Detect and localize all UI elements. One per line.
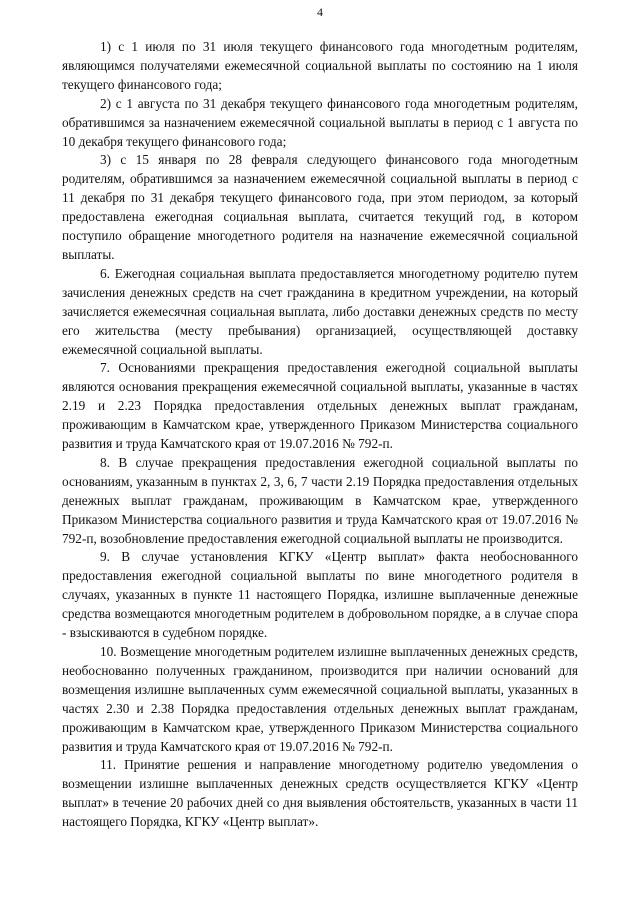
page-number: 4 xyxy=(317,5,323,19)
paragraph-7: 9. В случае установления КГКУ «Центр выплат» факта необоснованного предоставления ежегодной социальной выплаты по вине многодетного родителя в случаях, указанных в пункте 11 настоящего Порядка, излишне выплаченные денежные средства возмещаются многодетным родителем в добровольном порядке, а в случае спора - взыскиваются в судебном порядке. xyxy=(62,549,578,641)
paragraph-3: 3) с 15 января по 28 февраля следующего финансового года многодетным родителям, обратившимся за назначением ежемесячной социальной выплаты в период с 11 декабря по 31 декабря текущего финансового года, при этом периодом, за который предоставлена ежегодная социальная выплата, считается текущий год, в котором поступило обращение многодетного родителя на назначение ежемесячной социальной выплаты. xyxy=(62,152,578,262)
paragraph-1: 1) с 1 июля по 31 июля текущего финансового года многодетным родителям, являющимся получателями ежемесячной социальной выплаты по состоянию на 1 июля текущего финансового года; xyxy=(62,39,578,92)
paragraph-8: 10. Возмещение многодетным родителем излишне выплаченных денежных средств, необоснованно полученных гражданином, производится при наличии оснований для возмещения излишне выплаченных сумм ежемесячной социальной выплаты, указанных в частях 2.30 и 2.38 Порядка предоставления отдельных денежных выплат гражданам, проживающим в Камчатском крае, утвержденного Приказом Министерства социального развития и труда Камчатского края от 19.07.2016 № 792-п. xyxy=(62,644,578,754)
paragraph-2: 2) с 1 августа по 31 декабря текущего финансового года многодетным родителям, обратившимся за назначением ежемесячной социальной выплаты в период с 1 августа по 10 декабря текущего финансового года; xyxy=(62,95,578,149)
paragraph-4: 6. Ежегодная социальная выплата предоставляется многодетному родителю путем зачисления денежных средств на счет гражданина в кредитном учреждении, на который зачисляется ежемесячная социальная выплата, либо доставки денежных средств по месту его жительства (месту пребывания) организацией, осуществляющей доставку ежемесячной социальной выплаты. xyxy=(62,265,578,357)
paragraph-6: 8. В случае прекращения предоставления ежегодной социальной выплаты по основаниям, указанным в пунктах 2, 3, 6, 7 части 2.19 Порядка предоставления отдельных денежных выплат гражданам, проживающим в Камчатском крае, утвержденного Приказом Министерства социального развития и труда Камчатского края от 19.07.2016 № 792-п, возобновление предоставления ежегодной социальной выплаты не производится. xyxy=(62,454,578,546)
paragraph-9: 11. Принятие решения и направление многодетному родителю уведомления о возмещении излишне выплаченных денежных средств осуществляется КГКУ «Центр выплат» в течение 20 рабочих дней со дня выявления обстоятельств, указанных в части 11 настоящего Порядка, КГКУ «Центр выплат». xyxy=(62,757,578,830)
document-body xyxy=(62,38,578,832)
paragraph-5: 7. Основаниями прекращения предоставления ежегодной социальной выплаты являются основания прекращения ежемесячной социальной выплаты, указанные в частях 2.19 и 2.23 Порядка предоставления отдельных денежных выплат гражданам, проживающим в Камчатском крае, утвержденного Приказом Министерства социального развития и труда Камчатского края от 19.07.2016 № 792-п. xyxy=(62,360,578,452)
